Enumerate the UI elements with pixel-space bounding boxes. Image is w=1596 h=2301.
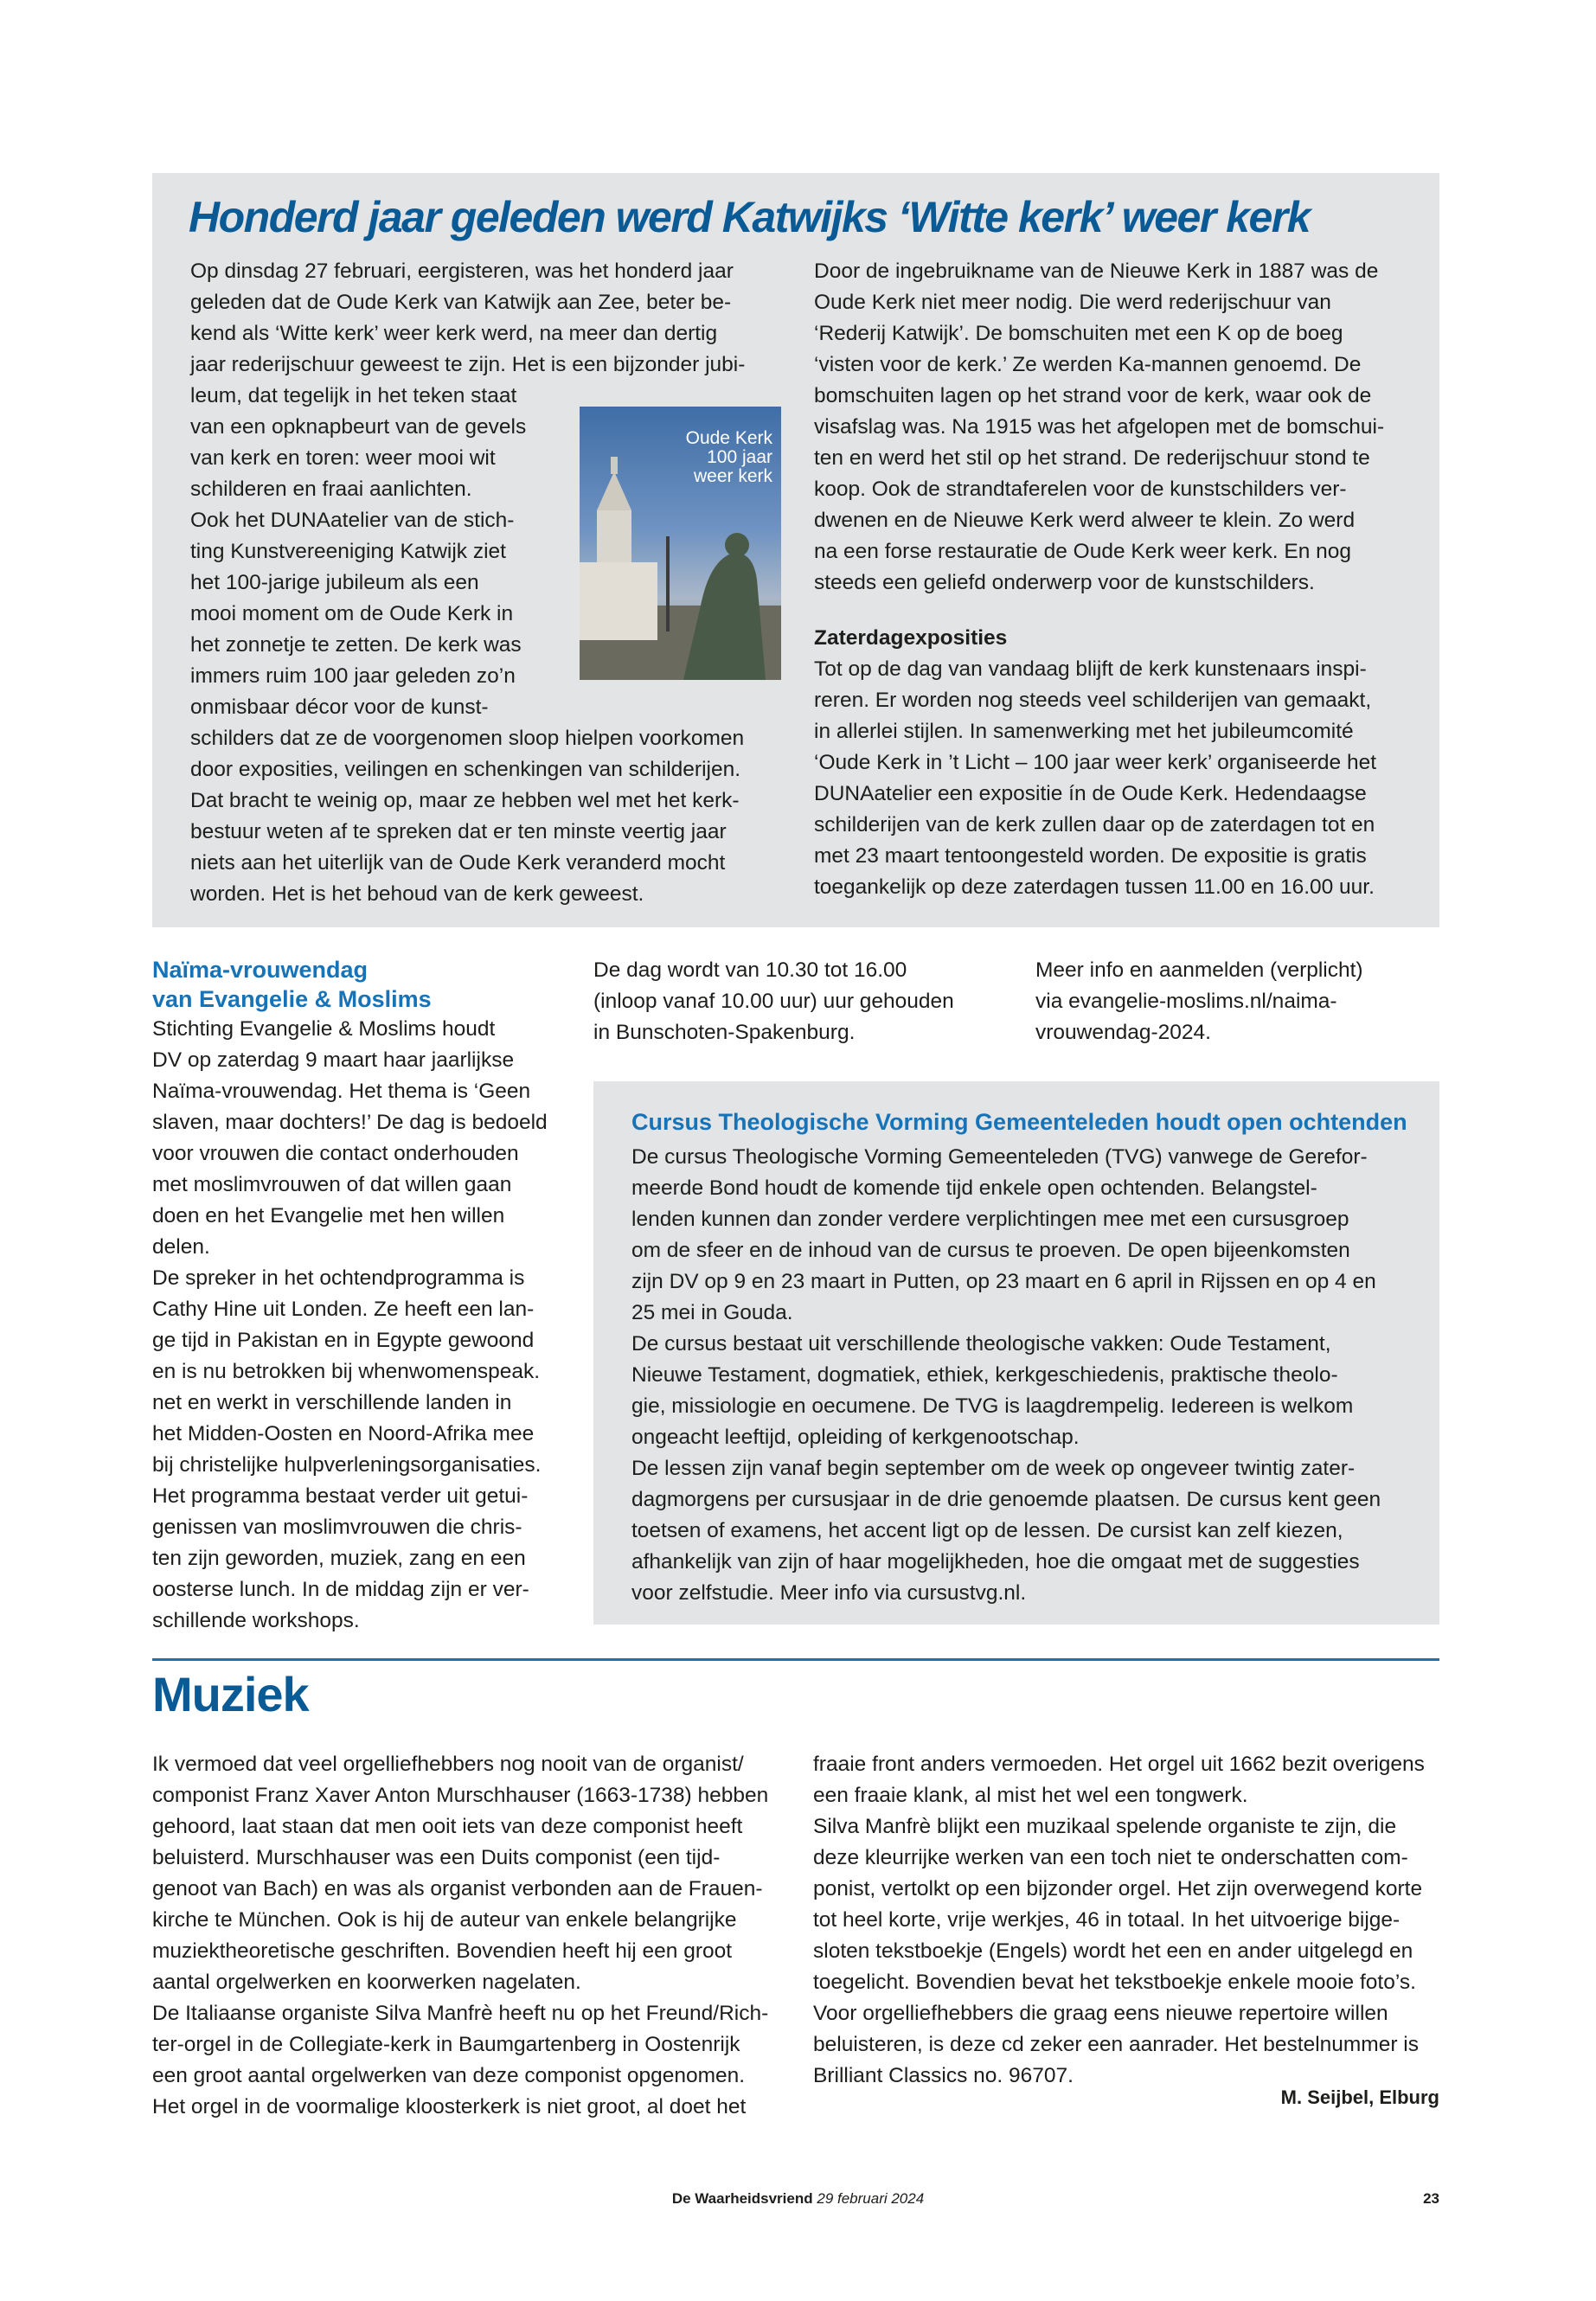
text-line: Brilliant Classics no. 96707. [813, 2064, 1074, 2087]
text-line: het Midden-Oosten en Noord-Afrika mee [152, 1422, 535, 1445]
text-line: Silva Manfrè blijkt een muzikaal spelende organiste te zijn, die [813, 1815, 1397, 1838]
text-line: Tot op de dag van vandaag blijft de kerk kunstenaars inspi- [814, 657, 1367, 681]
text-line: ting Kunstvereeniging Katwijk ziet [190, 540, 506, 563]
text-line: bestuur weten af te spreken dat er ten minste veertig jaar [190, 820, 727, 843]
text-line: aantal orgelwerken en koorwerken nagelaten. [152, 1971, 581, 1994]
text-line: meerde Bond houdt de komende tijd enkele open ochtenden. Belangstel- [631, 1176, 1317, 1200]
text-line: ongeacht leeftijd, opleiding of kerkgenootschap. [631, 1426, 1080, 1449]
article-box-witte-kerk [152, 173, 1439, 927]
text-line: in allerlei stijlen. In samenwerking met het jubileumcomité [814, 720, 1354, 743]
text-line: bomschuiten lagen op het strand voor de kerk, waar ook de [814, 384, 1372, 407]
page-number: 23 [1423, 2190, 1439, 2207]
text-line: ‘Rederij Katwijk’. De bomschuiten met een K op de boeg [814, 322, 1343, 345]
text-line: immers ruim 100 jaar geleden zo’n [190, 664, 516, 688]
text-line: ‘visten voor de kerk.’ Ze werden Ka-mannen genoemd. De [814, 353, 1362, 376]
text-line: ponist, vertolkt op een bijzonder orgel. Het zijn overwegend korte [813, 1877, 1423, 1900]
article-title: Honderd jaar geleden werd Katwijks ‘Witte kerk’ weer kerk [189, 193, 1311, 241]
article-box-tvg [593, 1081, 1439, 1625]
text-line: niets aan het uiterlijk van de Oude Kerk veranderd mocht [190, 851, 726, 875]
text-line: ge tijd in Pakistan en in Egypte gewoond [152, 1329, 535, 1352]
article-heading: Cursus Theologische Vorming Gemeenteleden houdt open ochtenden [631, 1109, 1407, 1135]
text-line: zijn DV op 9 en 23 maart in Putten, op 23 maart en 6 april in Rijssen en op 4 en [631, 1270, 1376, 1293]
text-line: genoot van Bach) en was als organist verbonden aan de Frauen- [152, 1877, 763, 1900]
text-line: Voor orgelliefhebbers die graag eens nieuwe repertoire willen [813, 2002, 1388, 2025]
text-line: slaven, maar dochters!’ De dag is bedoeld [152, 1111, 548, 1134]
article-heading: van Evangelie & Moslims [152, 986, 432, 1012]
article-naima-col3 [1035, 955, 1442, 1048]
article-naima-col2 [593, 955, 1000, 1048]
text-line: Het programma bestaat verder uit getui- [152, 1484, 529, 1508]
text-line: in Bunschoten-Spakenburg. [593, 1021, 856, 1044]
text-line: De spreker in het ochtendprogramma is [152, 1266, 525, 1290]
text-line: Meer info en aanmelden (verplicht) [1035, 958, 1363, 982]
text-line: toetsen of examens, het accent ligt op de lessen. De cursist kan zelf kiezen, [631, 1519, 1343, 1542]
text-line: kend als ‘Witte kerk’ weer kerk werd, na meer dan dertig [190, 322, 718, 345]
text-line: 25 mei in Gouda. [631, 1301, 793, 1324]
text-line: Op dinsdag 27 februari, eergisteren, was het honderd jaar [190, 260, 734, 283]
text-line: en is nu betrokken bij whenwomenspeak. [152, 1360, 541, 1383]
text-line: dwenen en de Nieuwe Kerk werd alweer te klein. Zo werd [814, 509, 1356, 532]
text-line: delen. [152, 1235, 210, 1259]
text-line: Stichting Evangelie & Moslims houdt [152, 1017, 496, 1041]
text-line: (inloop vanaf 10.00 uur) uur gehouden [593, 990, 954, 1013]
text-line: sloten tekstboekje (Engels) wordt het een en ander uitgelegd en [813, 1939, 1413, 1963]
book-cover-title: Oude Kerk 100 jaar weer kerk [685, 428, 772, 486]
text-line: een fraaie klank, al mist het wel een tongwerk. [813, 1784, 1248, 1807]
text-line: tot heel korte, vrije werkjes, 46 in totaal. In het uitvoerige bijge- [813, 1908, 1401, 1932]
text-line: van kerk en toren: weer mooi wit [190, 446, 496, 470]
text-line: onmisbaar décor voor de kunst- [190, 695, 489, 719]
text-line: Cathy Hine uit Londen. Ze heeft een lan- [152, 1298, 535, 1321]
publication-name: De Waarheidsvriend [671, 2190, 813, 2207]
text-line: doen en het Evangelie met hen willen [152, 1204, 505, 1227]
text-line: Nieuwe Testament, dogmatiek, ethiek, kerkgeschiedenis, praktische theolo- [631, 1363, 1338, 1387]
text-line: voor vrouwen die contact onderhouden [152, 1142, 519, 1165]
text-line: DV op zaterdag 9 maart haar jaarlijkse [152, 1048, 515, 1072]
text-line: componist Franz Xaver Anton Murschhauser (1663-1738) hebben [152, 1784, 769, 1807]
text-line: schilderijen van de kerk zullen daar op de zaterdagen tot en [814, 813, 1375, 836]
text-line: kirche te München. Ook is hij de auteur van enkele belangrijke [152, 1908, 737, 1932]
book-cover-image [580, 407, 781, 680]
text-line: schillende workshops. [152, 1609, 360, 1632]
text-line: De dag wordt van 10.30 tot 16.00 [593, 958, 907, 982]
text-line: ten zijn geworden, muziek, zang en een [152, 1547, 526, 1570]
text-line: een groot aantal orgelwerken van deze componist opgenomen. [152, 2064, 746, 2087]
text-line: mooi moment om de Oude Kerk in [190, 602, 514, 625]
text-line: visafslag was. Na 1915 was het afgelopen met de bomschui- [814, 415, 1385, 439]
text-line: toegelicht. Bovendien bevat het tekstboekje enkele mooie foto’s. [813, 1971, 1416, 1994]
text-line: afhankelijk van zijn of haar mogelijkheden, hoe die omgaat met de suggesties [631, 1550, 1360, 1574]
text-line: met 23 maart tentoongesteld worden. De expositie is gratis [814, 844, 1367, 868]
text-line: geleden dat de Oude Kerk van Katwijk aan Zee, beter be- [190, 291, 732, 314]
text-line: Ook het DUNAatelier van de stich- [190, 509, 515, 532]
article-body [631, 1142, 1414, 1609]
text-line: ter-orgel in de Collegiate-kerk in Baumgartenberg in Oostenrijk [152, 2033, 740, 2056]
text-line: Dat bracht te weinig op, maar ze hebben wel met het kerk- [190, 789, 740, 812]
text-line: toegankelijk op deze zaterdagen tussen 11.00 en 16.00 uur. [814, 875, 1375, 899]
muziek-column-right [813, 1749, 1445, 2092]
text-line: beluisterd. Murschhauser was een Duits componist (een tijd- [152, 1846, 721, 1869]
section-title: Muziek [152, 1667, 309, 1721]
text-line: reren. Er worden nog steeds veel schilderijen van gemaakt, [814, 689, 1372, 712]
text-line: Het orgel in de voormalige kloosterkerk is niet groot, al doet het [152, 2095, 747, 2118]
text-line: ten en werd het stil op het strand. De rederijschuur stond te [814, 446, 1370, 470]
text-line: voor zelfstudie. Meer info via cursustvg.nl. [631, 1581, 1027, 1605]
section-divider [152, 1658, 1439, 1661]
text-line: het zonnetje te zetten. De kerk was [190, 633, 522, 657]
text-line: met moslimvrouwen of dat willen gaan [152, 1173, 512, 1196]
text-line: De cursus bestaat uit verschillende theologische vakken: Oude Testament, [631, 1332, 1331, 1356]
text-line: schilders dat ze de voorgenomen sloop hielpen voorkomen [190, 727, 745, 750]
text-line: dagmorgens per cursusjaar in de drie genoemde plaatsen. De cursus kent geen [631, 1488, 1381, 1511]
text-line: Ik vermoed dat veel orgelliefhebbers nog nooit van de organist/ [152, 1753, 744, 1776]
author-credit: M. Seijbel, Elburg [1280, 2086, 1439, 2108]
text-line: vrouwendag-2024. [1035, 1021, 1211, 1044]
article-heading: Naïma-vrouwendag [152, 957, 369, 983]
text-line: door exposities, veilingen en schenkingen van schilderijen. [190, 758, 741, 781]
page-footer [0, 2190, 1596, 2208]
text-line: gie, missiologie en oecumene. De TVG is laagdrempelig. Iedereen is welkom [631, 1394, 1354, 1418]
text-line: het 100-jarige jubileum als een [190, 571, 479, 594]
muziek-column-left [152, 1749, 784, 2123]
text-line: oosterse lunch. In de middag zijn er ver- [152, 1578, 529, 1601]
text-line: DUNAatelier een expositie ín de Oude Kerk. Hedendaagse [814, 782, 1367, 805]
text-line: beluisteren, is deze cd zeker een aanrader. Het bestelnummer is [813, 2033, 1419, 2056]
text-line: bij christelijke hulpverleningsorganisaties. [152, 1453, 542, 1477]
text-line: genissen van moslimvrouwen die chris- [152, 1516, 522, 1539]
publication-date: 29 februari 2024 [817, 2190, 925, 2207]
text-line: via evangelie-moslims.nl/naima- [1035, 990, 1337, 1013]
text-line: deze kleurrijke werken van een toch niet te onderschatten com- [813, 1846, 1408, 1869]
text-line: De lessen zijn vanaf begin september om de week op ongeveer twintig zater- [631, 1457, 1356, 1480]
text-line: Door de ingebruikname van de Nieuwe Kerk in 1887 was de [814, 260, 1379, 283]
text-line: van een opknapbeurt van de gevels [190, 415, 527, 439]
text-line: om de sfeer en de inhoud van de cursus te proeven. De open bijeenkomsten [631, 1239, 1350, 1262]
text-line: na een forse restauratie de Oude Kerk weer kerk. En nog [814, 540, 1352, 563]
text-line: gehoord, laat staan dat men ooit iets van deze componist heeft [152, 1815, 743, 1838]
text-line: net en werkt in verschillende landen in [152, 1391, 512, 1414]
text-line: De cursus Theologische Vorming Gemeenteleden (TVG) vanwege de Gerefor- [631, 1145, 1368, 1169]
text-line: ‘Oude Kerk in ’t Licht – 100 jaar weer kerk’ organiseerde het [814, 751, 1377, 774]
article-naima [152, 955, 576, 1637]
text-line: koop. Ook de strandtaferelen voor de kunstschilders ver- [814, 478, 1347, 501]
section-subhead: Zaterdagexposities [814, 626, 1008, 650]
text-line: fraaie front anders vermoeden. Het orgel uit 1662 bezit overigens [813, 1753, 1425, 1776]
text-line: Oude Kerk niet meer nodig. Die werd rederijschuur van [814, 291, 1331, 314]
text-line: steeds een geliefd onderwerp voor de kunstschilders. [814, 571, 1315, 594]
text-line: De Italiaanse organiste Silva Manfrè heeft nu op het Freund/Rich- [152, 2002, 769, 2025]
text-line: lenden kunnen dan zonder verdere verplichtingen mee met een cursusgroep [631, 1208, 1349, 1231]
text-line: schilderen en fraai aanlichten. [190, 478, 472, 501]
text-line: worden. Het is het behoud van de kerk geweest. [190, 882, 644, 906]
text-line: Naïma-vrouwendag. Het thema is ‘Geen [152, 1080, 531, 1103]
text-line: jaar rederijschuur geweest te zijn. Het is een bijzonder jubi- [190, 353, 746, 376]
text-line: muziektheoretische geschriften. Bovendien heeft hij een groot [152, 1939, 733, 1963]
text-line: leum, dat tegelijk in het teken staat [190, 384, 517, 407]
article-column-right [814, 256, 1411, 903]
